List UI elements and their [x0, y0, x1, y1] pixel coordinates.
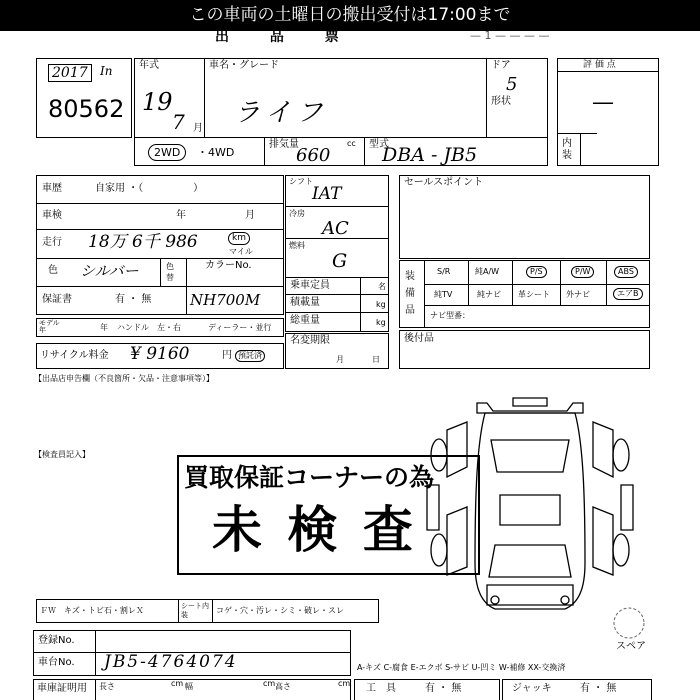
- equip-power-steering: P/S: [526, 266, 547, 278]
- fuel-value: G: [332, 250, 348, 272]
- shift-value: IAT: [312, 184, 342, 204]
- garage-cert-label: 車庫証明用: [37, 683, 87, 694]
- evaluation-value: —: [592, 90, 614, 115]
- equip-genuine-tv: 純TV: [434, 290, 453, 299]
- inspection-year-unit: 年: [176, 210, 186, 221]
- doors-value: 5: [506, 74, 518, 95]
- mileage-label: 走行: [42, 237, 62, 248]
- shift-label: シフト: [289, 177, 313, 186]
- recycle-status: 預託済: [235, 350, 265, 362]
- equip-sunroof: S/R: [437, 267, 451, 276]
- mileage-value: 18万 6千 986: [88, 232, 198, 252]
- equip-airbag: エアB: [613, 288, 643, 300]
- jack-value: 有 ・ 無: [580, 683, 617, 694]
- interior-label: 内装: [562, 138, 572, 161]
- displacement-value: 660: [296, 145, 331, 166]
- color-change-label: 色替: [166, 262, 174, 282]
- equip-genuine-nav: 純ナビ: [477, 290, 501, 299]
- seat-legend: コゲ・穴・汚レ・シミ・破レ・スレ: [216, 606, 344, 615]
- cert-height-label: 高さ: [275, 682, 291, 691]
- equip-aftermarket-nav: 外ナビ: [566, 290, 590, 299]
- name-change-label: 名変期限: [290, 335, 330, 346]
- sales-point-label: セールスポイント: [404, 177, 484, 188]
- nav-model-label: ナビ型番：: [430, 311, 470, 320]
- load-label: 積載量: [290, 297, 320, 308]
- displacement-label: 排気量: [269, 139, 299, 150]
- color-label: 色: [48, 265, 58, 276]
- spare-tire-icon: [612, 606, 646, 640]
- registration-label: 登録No.: [38, 635, 75, 646]
- model-year-unit: 年: [100, 323, 108, 332]
- capacity-label: 乗車定員: [290, 280, 330, 291]
- warranty-value: 有 ・ 無: [115, 294, 152, 305]
- model-value: DBA - JB5: [382, 144, 478, 166]
- displacement-unit: cc: [347, 139, 356, 148]
- recycle-label: リサイクル料金: [40, 350, 109, 361]
- equip-power-windows: P/W: [571, 266, 594, 278]
- chassis-number: JB5-4764074: [104, 652, 238, 672]
- fuel-label: 燃料: [289, 241, 305, 250]
- name-change-day: 日: [372, 355, 380, 364]
- equip-leather-seat: 革シート: [518, 290, 550, 299]
- lot-year-code: 2017: [48, 64, 92, 82]
- inspection-month-unit: 月: [245, 210, 255, 221]
- carry-out-notice-banner: この車両の土曜日の搬出受付は17:00まで: [0, 0, 700, 31]
- year-value: 19: [142, 88, 173, 116]
- header-code-partial: — 1 — — — —: [470, 29, 550, 42]
- gross-weight-unit: kg: [376, 318, 386, 327]
- equipment-label: 装備品: [405, 271, 415, 316]
- gross-weight-label: 総重量: [290, 315, 320, 326]
- cert-length-label: 長さ: [99, 682, 115, 691]
- month-value: 7: [172, 110, 185, 134]
- car-damage-diagram: [425, 395, 635, 620]
- drive-4wd: ・4WD: [197, 146, 235, 159]
- color-value: シルバー: [80, 262, 139, 280]
- chassis-label: 車台No.: [38, 657, 75, 668]
- handle-side: ハンドル 左・右: [117, 323, 181, 332]
- cert-width-label: 幅: [185, 682, 193, 691]
- inspection-label: 車検: [42, 210, 62, 221]
- aircon-label: 冷房: [289, 209, 305, 218]
- dealer-notes-label: 【出品店申告欄（不良箇所・欠品・注意事項等）】: [34, 374, 214, 383]
- lot-suffix: In: [100, 64, 113, 78]
- year-label: 年式: [139, 60, 159, 71]
- tools-label: 工 具: [366, 683, 396, 694]
- model-year-label: モデル年: [39, 319, 60, 334]
- spare-label: スペア: [616, 641, 646, 652]
- dealer-import: ディーラー・並行: [208, 323, 272, 332]
- mileage-unit-mile: マイル: [229, 247, 253, 256]
- month-unit: 月: [193, 123, 203, 134]
- tools-value: 有 ・ 無: [425, 683, 462, 694]
- after-attachment-label: 後付品: [404, 333, 434, 344]
- after-attachment-box: [399, 330, 650, 369]
- seat-interior-label: シート内装: [181, 602, 209, 619]
- cert-length-unit: cm: [171, 679, 184, 688]
- mileage-unit-km: km: [228, 232, 250, 245]
- aircon-value: AC: [322, 218, 349, 239]
- sheet-title-partial: 出 品 票: [215, 29, 357, 45]
- damage-codes-legend: A-キズ C-腐食 E-エクボ S-サビ U-凹ミ W-補修 XX-交換済: [357, 663, 566, 672]
- load-unit: kg: [376, 300, 386, 309]
- jack-label: ジャッキ: [512, 683, 552, 694]
- body-shape-label: 形状: [491, 96, 511, 107]
- recycle-unit: 円: [222, 350, 232, 361]
- stamp-line2: 未 検 査: [212, 501, 417, 559]
- equip-abs: ABS: [614, 266, 638, 278]
- capacity-unit: 名: [378, 282, 386, 291]
- doors-label: ドア: [491, 60, 511, 71]
- cert-height-unit: cm: [338, 679, 351, 688]
- car-name-label: 車名・グレード: [209, 60, 279, 71]
- name-change-month: 月: [336, 355, 344, 364]
- lot-number: 80562: [48, 95, 125, 123]
- fw-legend: ＦＷ キズ・トビ石・割レＸ: [40, 606, 144, 615]
- history-label: 車歴: [42, 183, 62, 194]
- cert-width-unit: cm: [263, 679, 276, 688]
- recycle-value: ¥ 9160: [130, 344, 190, 364]
- car-name-value: ライフ: [234, 98, 329, 128]
- stamp-line1: 買取保証コーナーの為: [184, 463, 435, 492]
- inspector-notes-label: 【検査員記入】: [34, 450, 90, 459]
- drive-2wd: 2WD: [148, 144, 186, 161]
- color-code-value: NH700M: [190, 291, 261, 309]
- history-value: 自家用 ・（ ）: [95, 183, 204, 194]
- equip-genuine-aw: 純A/W: [475, 267, 500, 276]
- warranty-label: 保証書: [42, 294, 72, 305]
- model-label: 型式: [369, 139, 389, 150]
- evaluation-label: 評 価 点: [583, 60, 616, 70]
- color-code-label: カラーNo.: [205, 260, 252, 271]
